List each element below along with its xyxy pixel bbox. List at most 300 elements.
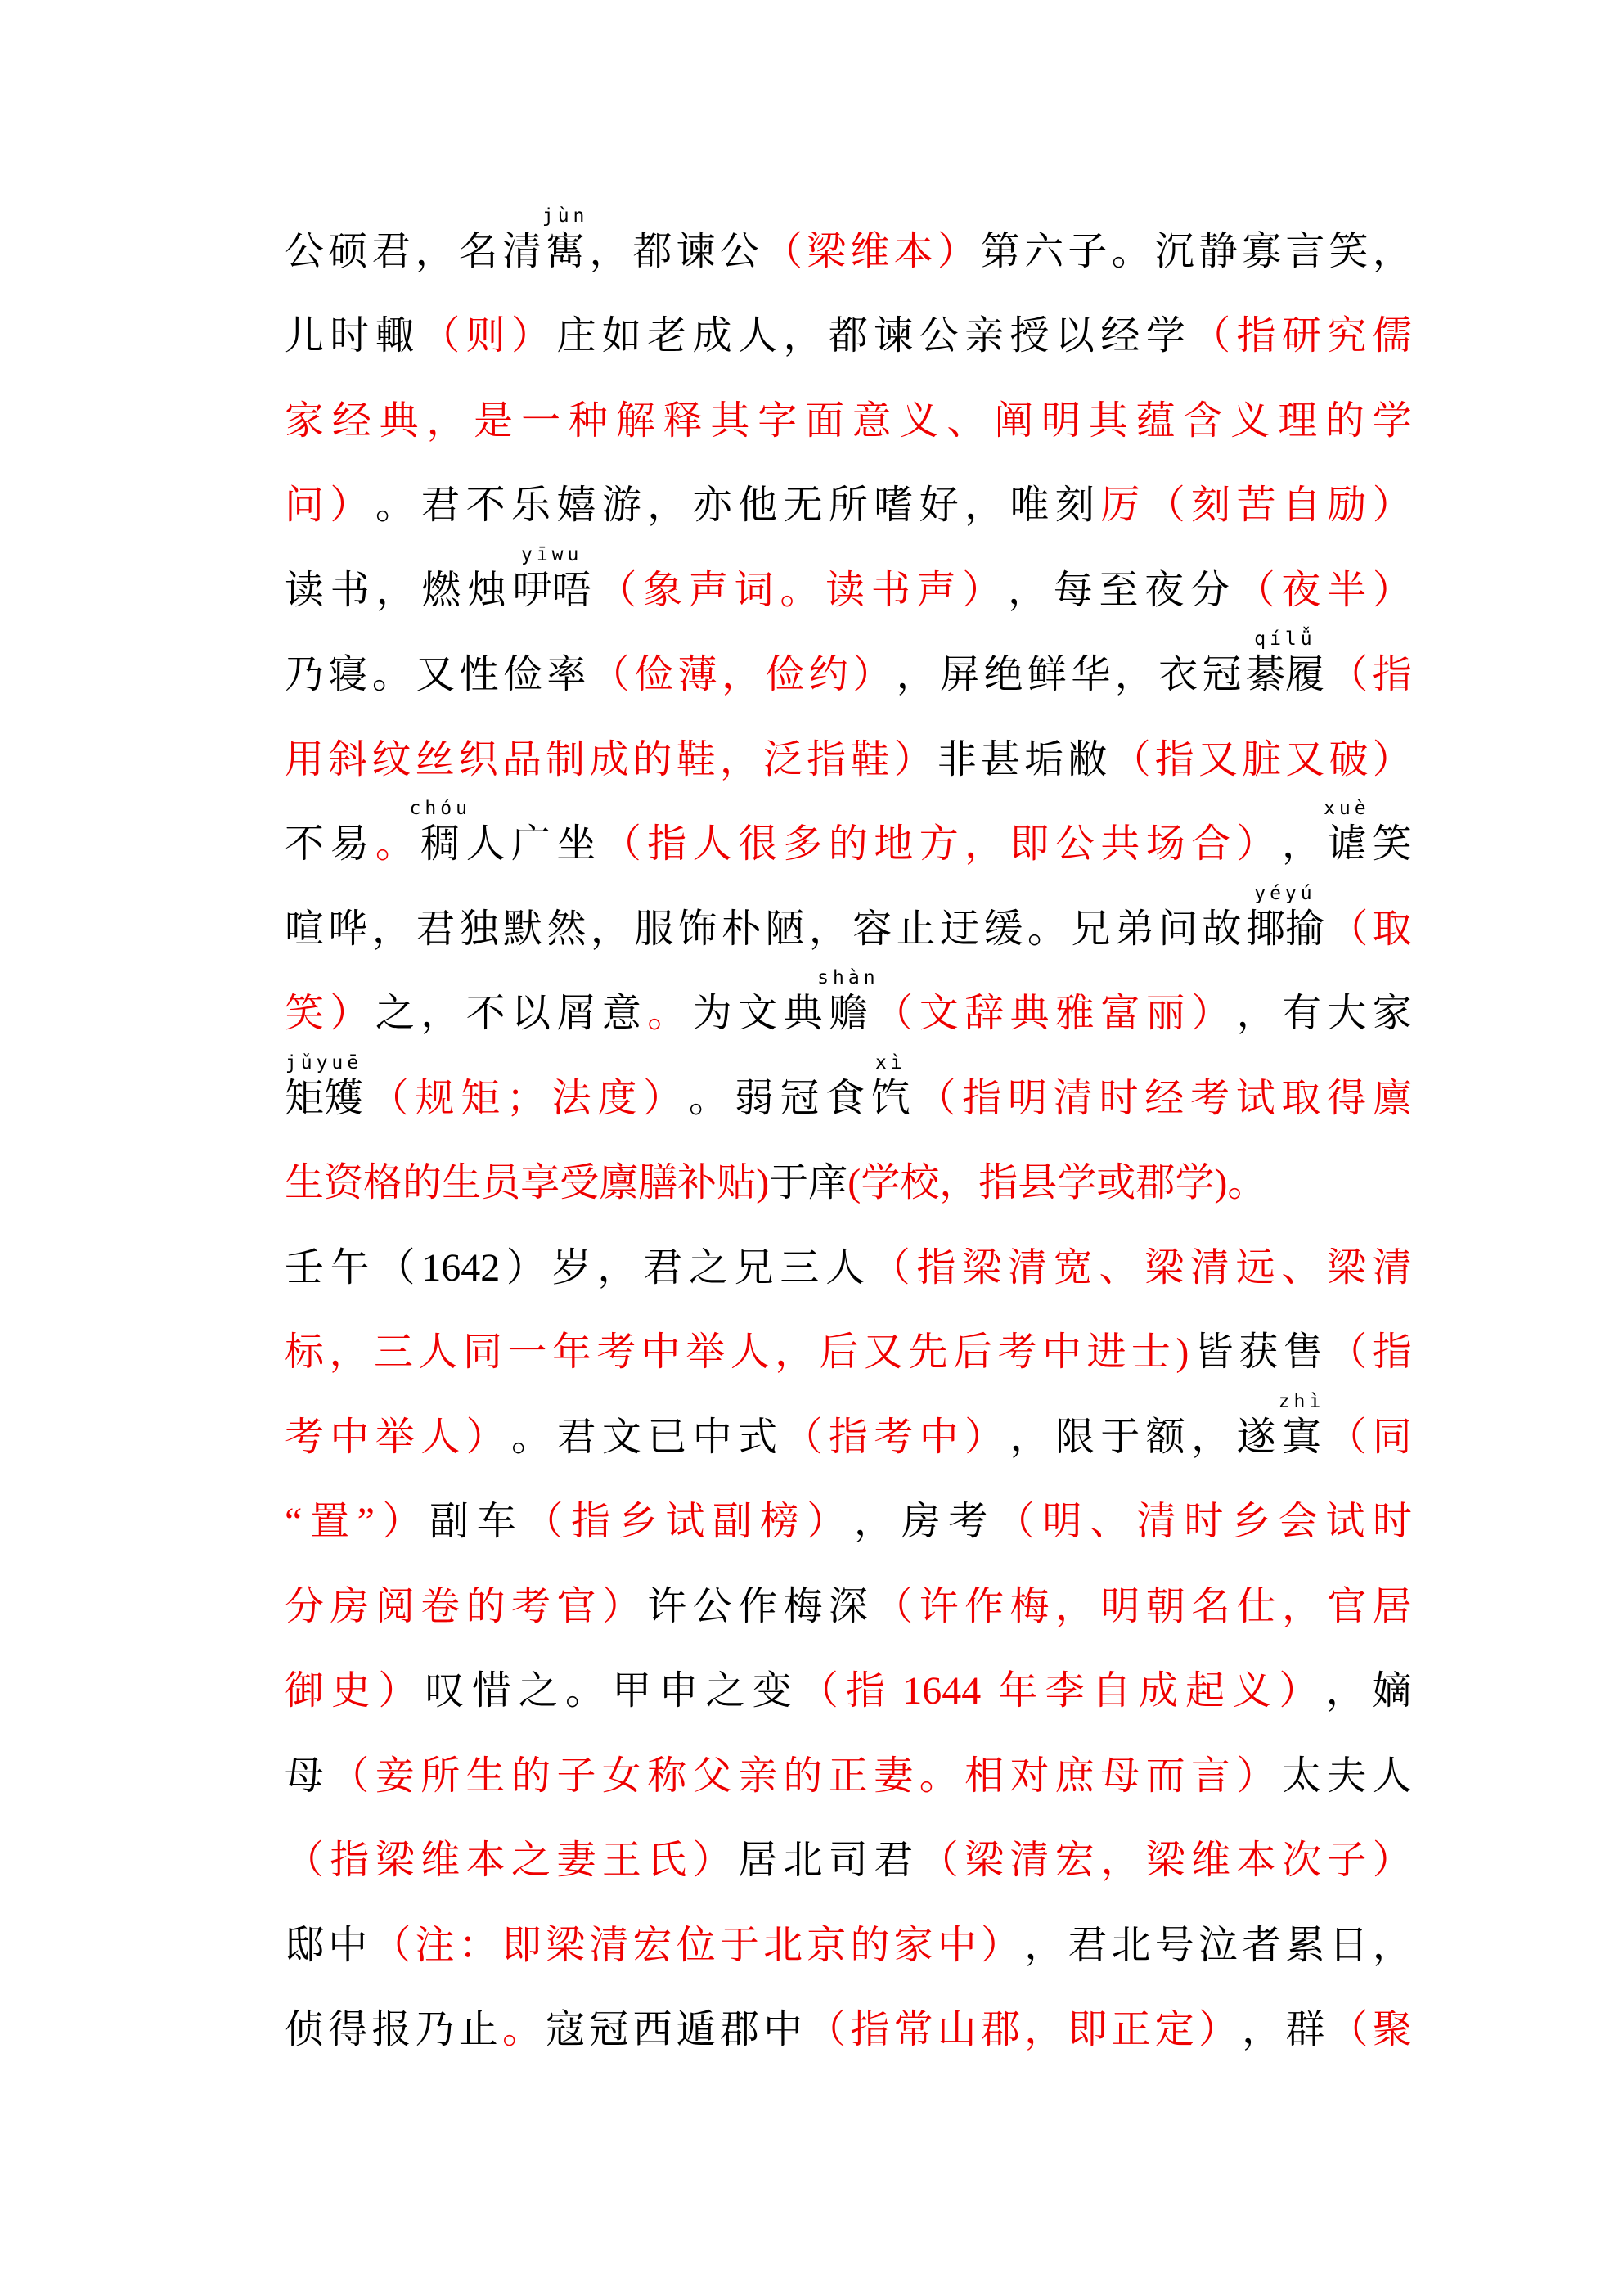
text-run: （ bbox=[1329, 907, 1369, 951]
annotated-word bbox=[542, 205, 589, 275]
text-run: 绝 bbox=[983, 653, 1023, 697]
text-run: 的 bbox=[783, 1754, 823, 1798]
text-run: 儿 bbox=[285, 314, 325, 358]
text-run: 沉 bbox=[1154, 229, 1194, 273]
text-run: 的 bbox=[632, 737, 672, 781]
text-run: 典 bbox=[379, 398, 419, 443]
text-run: 日 bbox=[1329, 1923, 1369, 1967]
text-run: 官 bbox=[1327, 1584, 1367, 1628]
text-run: 。 bbox=[371, 653, 411, 697]
text-run: ， bbox=[1054, 1584, 1095, 1628]
text-run: 制 bbox=[546, 737, 586, 781]
text-run: 会 bbox=[1278, 1500, 1318, 1544]
text-run: ， bbox=[647, 484, 687, 528]
text-run: 意 bbox=[852, 398, 892, 443]
text-run: 王 bbox=[601, 1839, 641, 1883]
text-run: 丝 bbox=[415, 737, 455, 781]
text-run: 乡 bbox=[618, 1500, 658, 1544]
text-run: ， bbox=[853, 1500, 893, 1544]
text-run: 夜 bbox=[1144, 568, 1185, 612]
text-run: 都 bbox=[632, 229, 672, 273]
text-run: 人 bbox=[730, 1330, 770, 1375]
text-run: 本 bbox=[465, 1839, 506, 1883]
text-run: 典 bbox=[783, 992, 823, 1036]
text-run: 、 bbox=[1281, 1245, 1321, 1290]
text-run: 同 bbox=[462, 1330, 502, 1375]
text-run: 地 bbox=[874, 822, 914, 867]
text-run: 指 bbox=[1154, 737, 1194, 781]
text-run: 阐 bbox=[994, 398, 1034, 443]
text-run: ） bbox=[1279, 1669, 1319, 1713]
text-run: 书 bbox=[330, 568, 370, 612]
text-line bbox=[285, 444, 1412, 529]
text-run: 君 bbox=[416, 907, 456, 951]
text-run: 标 bbox=[285, 1330, 325, 1375]
text-run: 解 bbox=[615, 398, 655, 443]
text-run: （ bbox=[371, 1923, 411, 1967]
text-run: ， bbox=[1236, 992, 1276, 1036]
text-run: 分 bbox=[1189, 568, 1230, 612]
text-run: 辞 bbox=[964, 992, 1005, 1036]
text-run: 午 bbox=[330, 1245, 370, 1290]
text-run: 许 bbox=[647, 1584, 687, 1628]
text-run: 君 bbox=[556, 1415, 596, 1459]
text-run: 多 bbox=[783, 822, 823, 867]
text-run: 太 bbox=[1281, 1754, 1321, 1798]
text-run: 一 bbox=[507, 1330, 547, 1375]
text-run: 的 bbox=[402, 1161, 443, 1205]
text-run: （ bbox=[1191, 314, 1231, 358]
text-run: 含 bbox=[1183, 398, 1223, 443]
text-run: 每 bbox=[1053, 568, 1093, 612]
text-run: 冠 bbox=[780, 1076, 820, 1120]
text-run: 乐 bbox=[511, 484, 551, 528]
text-run: 度 bbox=[597, 1076, 637, 1120]
text-run: 有 bbox=[1281, 992, 1321, 1036]
text-run: 兄 bbox=[734, 1245, 774, 1290]
text-run: 起 bbox=[1185, 1669, 1225, 1713]
text-run: 司 bbox=[828, 1839, 868, 1883]
text-run: 指 bbox=[330, 1839, 370, 1883]
text-run: 清 bbox=[1372, 1245, 1412, 1290]
annotated-word bbox=[1245, 628, 1324, 698]
text-run: （ bbox=[1145, 484, 1185, 528]
text-line bbox=[285, 275, 1412, 360]
text-run: 次 bbox=[1281, 1839, 1321, 1883]
text-run: 西 bbox=[632, 2008, 672, 2052]
text-run: 坐 bbox=[556, 822, 596, 867]
text-run: 指 bbox=[1236, 314, 1276, 358]
text-run: 指 bbox=[828, 1415, 868, 1459]
text-line bbox=[285, 952, 1412, 1038]
text-run: 之 bbox=[511, 1839, 551, 1883]
text-run: 、 bbox=[946, 398, 987, 443]
text-run: 中 bbox=[763, 2008, 803, 2052]
text-run: 鞋 bbox=[676, 737, 716, 781]
text-run: 迂 bbox=[940, 907, 980, 951]
text-run: 子 bbox=[556, 1754, 596, 1798]
text-run: 品 bbox=[501, 737, 542, 781]
text-run: 俭 bbox=[765, 653, 805, 697]
text-run: 举 bbox=[375, 1415, 415, 1459]
text-run: 刻 bbox=[1054, 484, 1095, 528]
text-run: 象 bbox=[643, 568, 683, 612]
text-run: 指 bbox=[978, 1161, 1018, 1205]
text-run: 蕴 bbox=[1135, 398, 1176, 443]
text-run: ） bbox=[1236, 822, 1276, 867]
text-run: 指 bbox=[1372, 1330, 1412, 1375]
text-run: 廪 bbox=[1372, 1076, 1412, 1120]
text-run: 置 bbox=[309, 1500, 349, 1544]
text-run: 半 bbox=[1327, 568, 1367, 612]
text-run: 寝 bbox=[328, 653, 368, 697]
text-run: 。 bbox=[501, 2008, 542, 2052]
text-run: 房 bbox=[330, 1584, 370, 1628]
text-run: ） bbox=[330, 992, 370, 1036]
text-run: 限 bbox=[1054, 1415, 1095, 1459]
text-line bbox=[285, 1461, 1412, 1546]
text-run: 三 bbox=[780, 1245, 820, 1290]
text-run: 中 bbox=[328, 1923, 368, 1967]
text-run: 梁 bbox=[964, 1839, 1005, 1883]
text-run: 亲 bbox=[964, 314, 1005, 358]
text-run: ） bbox=[1372, 1839, 1412, 1883]
text-run: 一 bbox=[521, 398, 561, 443]
text-run: 敝 bbox=[1068, 737, 1108, 781]
text-run: 垢 bbox=[1024, 737, 1064, 781]
text-run: 俭 bbox=[503, 653, 543, 697]
text-line bbox=[285, 1884, 1412, 1969]
text-run: 俭 bbox=[634, 653, 674, 697]
text-run: 君 bbox=[643, 1245, 683, 1290]
text-run: 。 bbox=[511, 1415, 551, 1459]
text-run: 第 bbox=[981, 229, 1021, 273]
text-run: 变 bbox=[752, 1669, 792, 1713]
pinyin-annotation: zhì bbox=[1278, 1390, 1325, 1412]
text-run: 考 bbox=[511, 1584, 551, 1628]
text-run: 居 bbox=[1372, 1584, 1412, 1628]
text-line bbox=[285, 359, 1412, 444]
text-run: 是 bbox=[474, 398, 514, 443]
text-run: 种 bbox=[568, 398, 608, 443]
text-run: 不 bbox=[465, 992, 506, 1036]
text-run: 嫡 bbox=[1372, 1669, 1412, 1713]
text-run: 格 bbox=[363, 1161, 403, 1205]
text-run: （ bbox=[870, 1245, 910, 1290]
text-run: 对 bbox=[1009, 1754, 1050, 1798]
text-run: 冠 bbox=[1202, 653, 1242, 697]
text-run: 1644 bbox=[892, 1669, 991, 1713]
text-run: 指 bbox=[846, 1669, 886, 1713]
text-run: 矩 bbox=[461, 1076, 501, 1120]
text-run: 谏 bbox=[874, 314, 914, 358]
text-run: 遁 bbox=[676, 2008, 716, 2052]
annotated-base-text: 揶揄 bbox=[1245, 907, 1324, 951]
text-run: 本 bbox=[893, 229, 933, 273]
text-run: 刻 bbox=[1191, 484, 1231, 528]
text-run: 授 bbox=[1009, 314, 1050, 358]
text-run: 即 bbox=[1068, 2008, 1108, 2052]
text-run: ， bbox=[1009, 1415, 1050, 1459]
text-run: 其 bbox=[710, 398, 750, 443]
text-line bbox=[285, 1375, 1412, 1461]
text-run: （ bbox=[1235, 568, 1275, 612]
text-line bbox=[285, 1799, 1412, 1884]
text-run: 文 bbox=[738, 992, 778, 1036]
text-run: 人 bbox=[825, 1245, 865, 1290]
text-run: 学 bbox=[1175, 1161, 1215, 1205]
text-run: ， bbox=[590, 907, 630, 951]
text-run: 都 bbox=[828, 314, 868, 358]
text-run: 人 bbox=[738, 314, 778, 358]
text-run: （ bbox=[597, 568, 637, 612]
text-run: 车 bbox=[476, 1500, 516, 1544]
text-run: 硕 bbox=[328, 229, 368, 273]
text-run: 脏 bbox=[1242, 737, 1282, 781]
text-run: 京 bbox=[807, 1923, 847, 1967]
text-run: 学 bbox=[861, 1161, 901, 1205]
text-run: 成 bbox=[589, 737, 629, 781]
text-run: 屑 bbox=[556, 992, 596, 1036]
text-run: 无 bbox=[783, 484, 823, 528]
text-run: 中 bbox=[937, 1923, 977, 1967]
text-run: 苦 bbox=[1236, 484, 1276, 528]
text-run: 惜 bbox=[471, 1669, 511, 1713]
text-run: 唯 bbox=[1009, 484, 1050, 528]
text-run: （ bbox=[874, 992, 914, 1036]
text-run: ， bbox=[808, 907, 848, 951]
text-run: 兄 bbox=[1071, 907, 1111, 951]
text-run: 词 bbox=[734, 568, 774, 612]
text-run: 受 bbox=[560, 1161, 600, 1205]
text-run: 考 bbox=[948, 1500, 988, 1544]
text-run: 明 bbox=[1041, 398, 1081, 443]
text-run: 明 bbox=[1042, 1500, 1082, 1544]
text-run: 之 bbox=[688, 1245, 728, 1290]
text-run: 之 bbox=[375, 992, 415, 1036]
text-run: 中 bbox=[330, 1415, 370, 1459]
text-run: 梅 bbox=[1009, 1584, 1050, 1628]
text-run: 夜 bbox=[1281, 568, 1321, 612]
text-run: 申 bbox=[659, 1669, 699, 1713]
annotated-word bbox=[512, 543, 591, 614]
text-run: ( bbox=[847, 1161, 861, 1205]
text-run: 字 bbox=[758, 398, 798, 443]
text-run: 清 bbox=[1136, 1500, 1176, 1544]
text-run: 自 bbox=[1281, 484, 1321, 528]
text-run: “ bbox=[285, 1500, 303, 1544]
text-run: 君 bbox=[1068, 1923, 1108, 1967]
text-run: 公 bbox=[692, 1584, 732, 1628]
text-run: 梅 bbox=[783, 1584, 823, 1628]
text-run: 三 bbox=[373, 1330, 413, 1375]
text-run: 聚 bbox=[1372, 2008, 1412, 2052]
text-run: 君 bbox=[874, 1839, 914, 1883]
text-run: 李 bbox=[1045, 1669, 1085, 1713]
text-run: （ bbox=[995, 1500, 1035, 1544]
text-run: 寇 bbox=[546, 2008, 586, 2052]
text-run: ） bbox=[330, 484, 370, 528]
text-run: ， bbox=[719, 737, 759, 781]
text-run: ； bbox=[506, 1076, 546, 1120]
text-run: 笑 bbox=[1329, 229, 1369, 273]
text-run: 先 bbox=[908, 1330, 948, 1375]
text-run: 相 bbox=[964, 1754, 1005, 1798]
text-run: 法 bbox=[551, 1076, 591, 1120]
text-line bbox=[285, 1545, 1412, 1630]
text-run: 又 bbox=[864, 1330, 904, 1375]
text-run: 声 bbox=[916, 568, 956, 612]
text-run: 意 bbox=[601, 992, 641, 1036]
text-run: 许 bbox=[919, 1584, 959, 1628]
text-run: 非 bbox=[937, 737, 977, 781]
text-line bbox=[285, 614, 1412, 699]
text-run: ， bbox=[371, 907, 411, 951]
text-run: ， bbox=[1281, 1584, 1321, 1628]
annotated-base-text: 矩矱 bbox=[285, 1076, 364, 1120]
pinyin-annotation: xì bbox=[874, 1051, 906, 1074]
text-run: 亲 bbox=[738, 1754, 778, 1798]
text-run: 人 bbox=[465, 822, 506, 867]
text-run: 清 bbox=[501, 229, 542, 273]
text-run: 易 bbox=[330, 822, 370, 867]
text-run: 成 bbox=[1138, 1669, 1178, 1713]
text-run: 他 bbox=[738, 484, 778, 528]
text-run: 考 bbox=[285, 1415, 325, 1459]
text-run: 售 bbox=[1283, 1330, 1323, 1375]
text-run: ） bbox=[893, 737, 933, 781]
text-run: 学 bbox=[1057, 1161, 1097, 1205]
text-run: ， bbox=[597, 1245, 637, 1290]
text-run: 人 bbox=[692, 822, 732, 867]
text-line bbox=[285, 1969, 1412, 2054]
text-run: ） bbox=[506, 1245, 546, 1290]
text-run: 服 bbox=[634, 907, 674, 951]
text-line bbox=[285, 529, 1412, 614]
text-run: 。 bbox=[1227, 1161, 1267, 1205]
text-run: 梁 bbox=[375, 1839, 415, 1883]
text-run: 烛 bbox=[466, 568, 506, 612]
text-run: ） bbox=[807, 1500, 847, 1544]
text-run: 人 bbox=[1372, 1754, 1412, 1798]
text-run: 官 bbox=[556, 1584, 596, 1628]
text-run: 雅 bbox=[1054, 992, 1095, 1036]
text-run: 不 bbox=[285, 822, 325, 867]
text-run: 指 bbox=[647, 822, 687, 867]
text-run: （ bbox=[330, 1754, 370, 1798]
text-run: 泛 bbox=[763, 737, 803, 781]
text-line bbox=[285, 1714, 1412, 1799]
text-run: ） bbox=[378, 1669, 418, 1713]
text-run: （ bbox=[375, 1245, 416, 1290]
text-run: 陋 bbox=[765, 907, 805, 951]
text-run: 时 bbox=[1184, 1500, 1224, 1544]
text-run: 进 bbox=[1086, 1330, 1126, 1375]
text-run: 亦 bbox=[692, 484, 732, 528]
text-run: 的 bbox=[511, 1754, 551, 1798]
text-run: 嗜 bbox=[874, 484, 914, 528]
text-run: 释 bbox=[663, 398, 703, 443]
text-line bbox=[285, 1630, 1412, 1715]
pinyin-annotation: qílǚ bbox=[1254, 628, 1316, 651]
text-run: 宏 bbox=[1054, 1839, 1095, 1883]
text-run: 于 bbox=[1100, 1415, 1140, 1459]
text-run: 共 bbox=[1100, 822, 1140, 867]
text-run: 游 bbox=[601, 484, 641, 528]
text-run: 六 bbox=[1024, 229, 1064, 273]
text-run: 北 bbox=[763, 1923, 803, 1967]
text-run: 以 bbox=[511, 992, 551, 1036]
text-run: 的 bbox=[828, 822, 868, 867]
text-run: 取 bbox=[1372, 907, 1412, 951]
text-run: 又 bbox=[416, 653, 456, 697]
text-run: 儒 bbox=[1372, 314, 1412, 358]
text-run: 生 bbox=[285, 1161, 325, 1205]
text-run: 指 bbox=[1372, 653, 1412, 697]
text-run: 君 bbox=[420, 484, 461, 528]
annotated-word bbox=[285, 1051, 364, 1122]
text-run: 又 bbox=[1285, 737, 1325, 781]
text-run: 而 bbox=[1145, 1754, 1185, 1798]
text-run: 壬 bbox=[285, 1245, 325, 1290]
text-run: 深 bbox=[828, 1584, 868, 1628]
text-run: 读 bbox=[825, 568, 865, 612]
text-run: 累 bbox=[1285, 1923, 1325, 1967]
text-run: ） bbox=[1372, 484, 1412, 528]
text-run: ） bbox=[1236, 1754, 1276, 1798]
text-run: 独 bbox=[459, 907, 499, 951]
text-run: 。 bbox=[1027, 907, 1067, 951]
text-run: 于 bbox=[769, 1161, 809, 1205]
text-line bbox=[285, 190, 1412, 275]
annotated-base-text: 谑 bbox=[1327, 822, 1367, 867]
text-run: 生 bbox=[465, 1754, 506, 1798]
text-run: 合 bbox=[1191, 822, 1231, 867]
text-run: 子 bbox=[1327, 1839, 1367, 1883]
text-run: 冠 bbox=[589, 2008, 629, 2052]
text-run: 自 bbox=[1091, 1669, 1131, 1713]
text-run: ， bbox=[896, 653, 936, 697]
text-run: 名 bbox=[1191, 1584, 1231, 1628]
text-run: 年 bbox=[551, 1330, 591, 1375]
text-run: （ bbox=[420, 314, 461, 358]
text-run: 薄 bbox=[677, 653, 717, 697]
text-run: 则 bbox=[465, 314, 506, 358]
text-run: 清 bbox=[1189, 1245, 1230, 1290]
text-run: 食 bbox=[825, 1076, 865, 1120]
text-run: 1642 bbox=[421, 1245, 501, 1290]
text-run: 哗 bbox=[328, 907, 368, 951]
text-run: 经 bbox=[1100, 314, 1140, 358]
annotated-base-text: 赡 bbox=[828, 992, 868, 1036]
text-run: 。 bbox=[919, 1754, 959, 1798]
text-run: ， bbox=[329, 1330, 369, 1375]
text-run: 约 bbox=[808, 653, 848, 697]
text-run: 静 bbox=[1198, 229, 1238, 273]
text-run: 考 bbox=[1189, 1076, 1230, 1120]
text-run: 后 bbox=[819, 1330, 859, 1375]
text-run: 史 bbox=[331, 1669, 371, 1713]
text-run: 年 bbox=[998, 1669, 1038, 1713]
pinyin-annotation: jùn bbox=[542, 205, 589, 227]
text-run: 作 bbox=[964, 1584, 1005, 1628]
text-run: 泣 bbox=[1198, 1923, 1238, 1967]
text-run: 。 bbox=[375, 822, 415, 867]
text-run: 故 bbox=[1202, 907, 1242, 951]
text-run: 弟 bbox=[1114, 907, 1154, 951]
text-run: 清 bbox=[1008, 1245, 1048, 1290]
text-run: 华 bbox=[1071, 653, 1111, 697]
